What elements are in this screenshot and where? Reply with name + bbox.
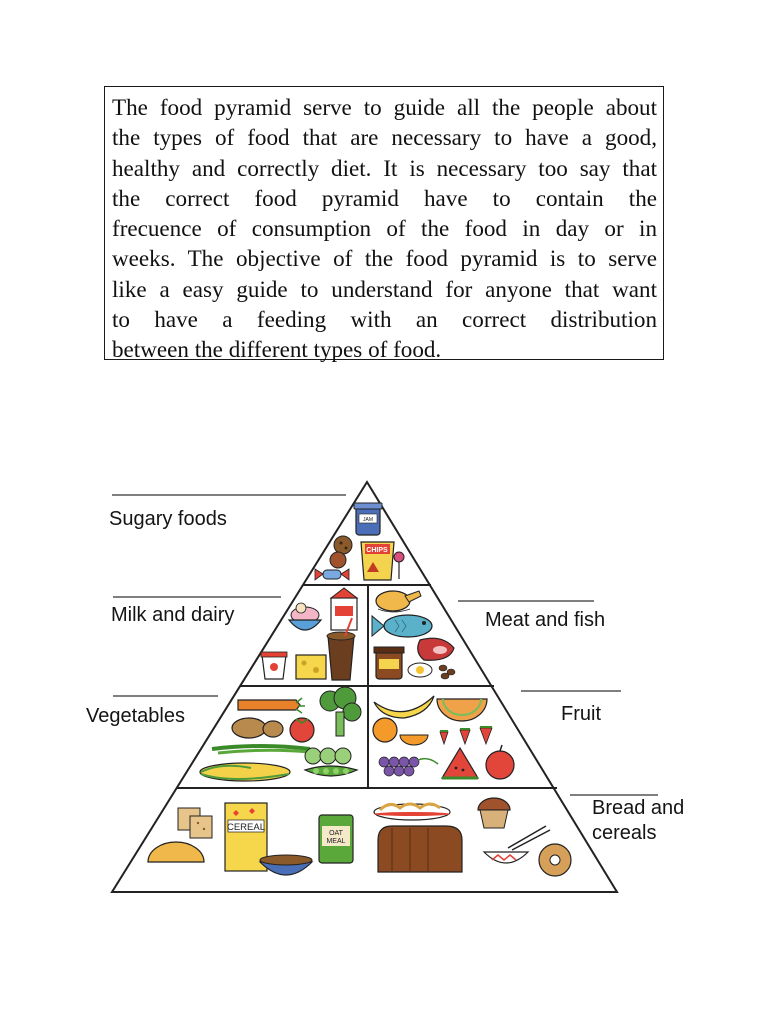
cucumber-slices-icon (305, 748, 351, 764)
label-meat-and-fish: Meat and fish (485, 609, 606, 631)
description-line: like a easy guide to understand for anyone that want (112, 275, 657, 302)
green-beans-icon (212, 746, 310, 753)
steak-icon (418, 638, 454, 660)
beans-icon (439, 665, 455, 679)
oatmeal-label-2: MEAL (326, 838, 346, 845)
vegetable-illustrations (200, 687, 361, 781)
lollipop-icon (394, 552, 404, 579)
crackers-icon (178, 808, 212, 838)
peanut-butter-jar-icon (374, 647, 404, 679)
label-vegetables: Vegetables (86, 705, 185, 727)
chips-label: CHIPS (366, 547, 388, 554)
bread-loaf-icon (378, 826, 462, 872)
egg-icon (408, 663, 432, 677)
potatoes-icon (232, 718, 283, 738)
description-line: between the different types of food. (112, 336, 442, 363)
description-line: frecuence of consumption of the food in day or in (112, 215, 657, 242)
melon-slice-icon (437, 699, 487, 721)
description-line: the correct food pyramid have to contain the (112, 184, 657, 211)
corn-icon (200, 763, 290, 781)
broccoli-icon (320, 687, 361, 736)
jam-label: JAM (363, 517, 373, 523)
fruit-illustrations (373, 696, 514, 779)
pasta-plate-icon (374, 804, 450, 820)
label-sugary-foods: Sugary foods (109, 508, 227, 530)
yogurt-cup-icon (261, 652, 287, 679)
label-bread-line-1: Bread and (592, 797, 685, 819)
oatmeal-label-1: OAT (329, 830, 343, 837)
milk-carton-icon (331, 588, 357, 630)
cereal-bowl-icon (260, 855, 312, 875)
label-milk-and-dairy: Milk and dairy (111, 604, 235, 626)
description-line: The food pyramid serve to guide all the people about (112, 94, 657, 120)
watermelon-icon (442, 748, 478, 778)
description-line: the types of food that are necessary to have a good, (112, 124, 657, 151)
sugary-foods-illustrations (315, 503, 404, 580)
description-line: healthy and correctly diet. It is necessary too say that (112, 154, 657, 181)
description-line: weeks. The objective of the food pyramid is to serve (112, 245, 657, 272)
bagel-icon (539, 844, 571, 876)
peas-pod-icon (305, 766, 357, 776)
cereal-box-label: CEREAL (226, 822, 266, 833)
carrot-icon (238, 698, 305, 713)
bread-cereal-illustrations (148, 798, 571, 876)
oatmeal-box-icon (319, 815, 353, 863)
strawberries-icon (440, 727, 492, 744)
grapes-icon (379, 757, 438, 776)
description-line: to have a feeding with an correct distribution (112, 306, 657, 333)
cheese-icon (296, 655, 326, 679)
label-bread-line-2: cereals (592, 822, 657, 844)
chips-bag-icon (361, 542, 394, 580)
ice-cream-bowl-icon (289, 603, 321, 630)
taco-icon (148, 842, 204, 862)
candy-icon (315, 569, 349, 580)
tomato-icon (290, 718, 314, 742)
fish-icon (372, 615, 432, 637)
milk-dairy-illustrations (261, 588, 357, 680)
muffin-icon (478, 798, 510, 828)
roast-chicken-icon (376, 591, 421, 612)
jam-jar-icon (354, 503, 382, 535)
cookie-icon (330, 536, 352, 568)
apple-icon (486, 745, 514, 779)
banana-icon (374, 696, 434, 718)
orange-icon (373, 718, 428, 745)
label-fruit: Fruit (561, 703, 601, 725)
